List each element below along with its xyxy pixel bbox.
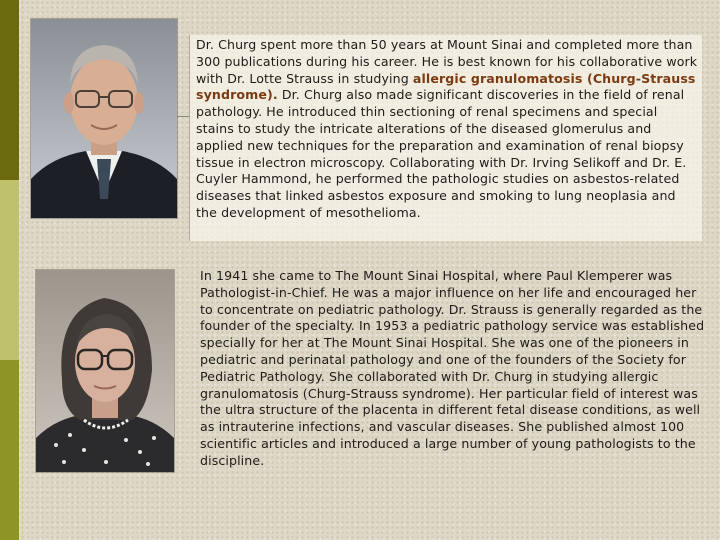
side-accent-bar-bottom bbox=[0, 360, 19, 540]
portrait-photo-strauss bbox=[36, 270, 174, 472]
churg-strauss-highlight: allergic granulomatosis (Churg-Strauss syndrome). bbox=[196, 70, 696, 103]
strauss-biography-paragraph: In 1941 she came to The Mount Sinai Hospital, where Paul Klemperer was Pathologist-in-Chief. He was a major influence on her life and encouraged her to concentrate on pediatric pathology. Dr. Strauss is generally regarded as the founder of the specialty. In 1953 a pediatric pathology service was established specially for her at The Mount Sinai Hospital. She was one of the pioneers in pediatric and perinatal pathology and one of the founders of the Society for Pediatric Pathology. She collaborated with Dr. Churg in studying allergic granulomatosis (Churg-Strauss syndrome). Her particular field of interest was the ultra structure of the placenta in different fetal disease conditions, as well as intrauterine infections, and vascular diseases. She published almost 100 scientific articles and introduced a large number of young pathologists to the discipline. bbox=[200, 268, 705, 468]
churg-bio-text-part1: Dr. Churg spent more than 50 years at Mount Sinai and completed more than 300 publications during his career. He is best known for his collaborative work with Dr. Lotte Strauss in studying bbox=[196, 37, 698, 86]
side-accent-bar-middle bbox=[0, 180, 19, 360]
side-accent-bar-top bbox=[0, 0, 19, 180]
portrait-photo-churg bbox=[31, 19, 177, 218]
churg-biography-paragraph bbox=[189, 35, 702, 241]
churg-bio-text-part2: Dr. Churg also made significant discoveries in the field of renal pathology. He introduced thin sectioning of renal specimens and special stains to study the intricate alterations of the diseased glomerulus and applied new techniques for the preparation and examination of renal biopsy tissue in electron microscopy. Collaborating with Dr. Irving Selikoff and Dr. E. Cuyler Hammond, he performed the pathologic studies on asbestos-related diseases that linked asbestos exposure and smoking to lung neoplasia and the development of mesothelioma. bbox=[196, 87, 687, 220]
